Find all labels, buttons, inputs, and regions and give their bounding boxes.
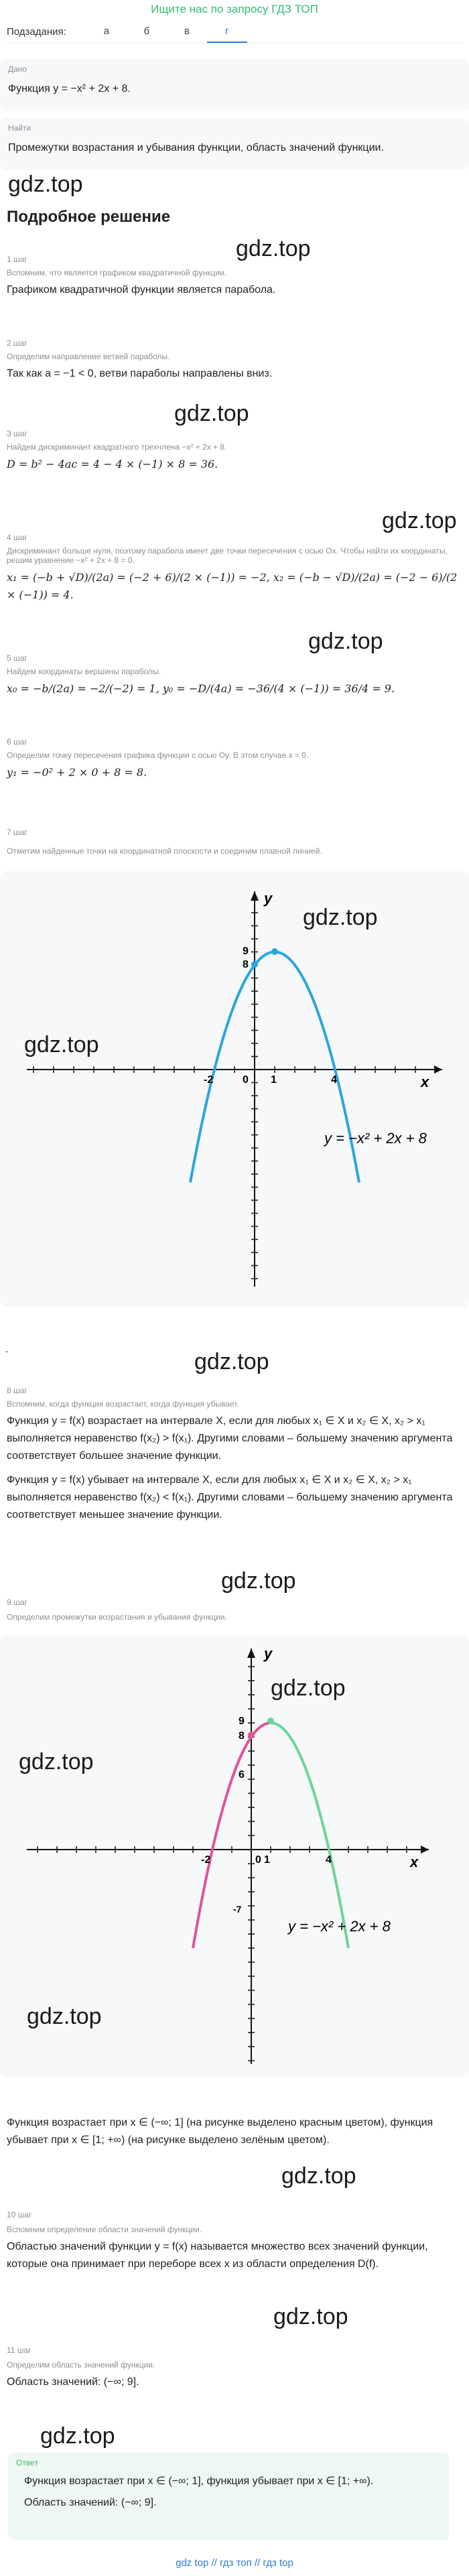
answer-label: Ответ [16,2458,38,2467]
step-note: Определим точку пересечения графика функции с осью Oy. В этом случае x = 0. [7,751,309,760]
y-intercept-point [248,1732,255,1738]
step-text: Область значений: (−∞; 9]. [7,2376,139,2388]
step-note: Определим область значений функции. [7,2360,155,2370]
step-8 [7,1386,462,1524]
step-label: 10 шаг [7,2210,32,2219]
watermark: gdz.top [194,1349,269,1374]
step-note: Определим промежутки возрастания и убывания функции. [7,1612,227,1622]
graph-2 [0,1635,469,2077]
step-5 [7,653,462,698]
find-label: Найти [8,123,31,133]
stray-dot: . [5,1344,9,1355]
watermark: gdz.top [303,905,378,930]
step-1 [7,255,462,299]
step-6 [7,737,462,781]
step-note: Вспомним определение области значений функции. [7,2225,202,2234]
formula-label: y = −x² + 2x + 8 [324,1130,427,1147]
subtask-tabs [7,20,462,44]
step-2 [7,338,462,383]
tab-a[interactable]: а [103,25,109,37]
given-text: Функция y = −x² + 2x + 8. [8,83,131,94]
step-label: 8 шаг [7,1386,27,1395]
step-label: 5 шаг [7,653,27,663]
step-label: 3 шаг [7,429,27,438]
tick-label-8: 8 [239,1730,245,1742]
y-arrow [251,891,259,901]
vertex-point [267,1718,274,1724]
find-block [0,118,469,170]
step-text: D = b² − 4ac = 4 − 4 × (−1) × 8 = 36. [7,458,218,470]
answer-text: Функция возрастает при x ∈ (−∞; 1], функция убывает при x ∈ [1; +∞). [24,2475,374,2487]
answer-text-2: Область значений: (−∞; 9]. [24,2497,157,2508]
tick-marks [34,913,436,1279]
given-block [0,59,469,111]
tick-label-4: 4 [326,1854,332,1866]
watermark: gdz.top [236,236,311,261]
step-note: Вспомним, что является графиком квадратичной функции. [7,268,227,277]
tick-label-1: 1 [264,1854,270,1866]
step-text: x₀ = −b/(2a) = −2/(−2) = 1, y₀ = −D/(4a) = −36/(4 × (−1)) = 36/4 = 9. [7,682,395,695]
tick-label-0: 0 [243,1074,249,1086]
watermark: gdz.top [271,1675,346,1701]
watermark: gdz.top [273,2304,348,2329]
watermark: gdz.top [174,401,249,426]
step-text: Областью значений функции y = f(x) называется множество всех значений функции, которые она принимает при переборе всех x из области определения D(f). [7,2241,428,2270]
watermark: gdz.top [19,1749,94,1775]
y-axis-label: y [264,890,273,907]
watermark: gdz.top [24,1032,99,1057]
subtask-label: Подзадания: [7,25,66,38]
top-search-hint[interactable]: Ищите нас по запросу ГДЗ ТОП [151,3,318,15]
watermark: gdz.top [308,629,383,654]
watermark: gdz.top [221,1568,296,1594]
tab-g[interactable]: г [207,20,247,43]
watermark: gdz.top [27,2004,102,2029]
formula-label: y = −x² + 2x + 8 [288,1918,391,1935]
tick-label-9: 9 [243,946,249,957]
tick-label-neg7: -7 [233,1904,242,1915]
graph-1 [0,871,469,1307]
tick-label-4: 4 [331,1074,337,1086]
step-4 [7,533,462,604]
watermark: gdz.top [382,508,457,533]
step-3 [7,429,462,473]
tab-b[interactable]: б [143,25,150,37]
step-text: y₁ = −0² + 2 × 0 + 8 = 8. [7,766,147,779]
y-axis-label: y [264,1645,273,1662]
solution-title: Подробное решение [7,208,171,226]
step-text: x₁ = (−b + √D)/(2a) = (−2 + 6)/(2 × (−1)) = −2, x₂ = (−b − √D)/(2a) = (−2 − 6)/(2 × (−1)) = 4. [7,571,458,601]
step-note: Найдем дискриминант квадратного трехчлена −x² + 2x + 8. [7,442,227,452]
tick-label-9: 9 [239,1716,245,1727]
x-axis-label: x [421,1074,429,1090]
step-text: Так как a = −1 < 0, ветви параболы направлены вниз. [7,368,273,379]
step-text: Функция y = f(x) возрастает на интервале X, если для любых x₁ ∈ X и x₂ ∈ X, x₂ > x₁ выполняется неравенство f(x₂) > f(x₁). Другими словами – большему значению аргумента соответствует большее значение функции. [7,1415,453,1462]
tick-marks [38,1667,407,2061]
step-note: Отметим найденные точки на координатной плоскости и соединим плавной линией. [7,846,322,856]
step-label: 4 шаг [7,533,27,542]
step-note: Дискриминант больше нуля, поэтому парабола имеет две точки пересечения с осью Ox. Чтобы найти их координаты, решим уравнение −x² + 2x + 8 = 0. [7,546,448,565]
step-label: 2 шаг [7,338,27,348]
step-9 [7,1598,462,1626]
increasing-branch [193,1723,271,1948]
tick-label-neg2: -2 [201,1854,211,1866]
step-note: Определим направление ветвей параболы. [7,352,170,361]
given-label: Дано [8,64,27,74]
y-intercept-point [251,961,258,968]
y-arrow [247,1649,255,1658]
tick-label-1: 1 [271,1074,277,1086]
tick-label-neg2: -2 [204,1074,214,1086]
tick-label-8: 8 [243,959,249,970]
step-note: Найдем координаты вершины параболы. [7,667,161,676]
tab-v[interactable]: в [184,25,190,37]
decreasing-branch [271,1723,348,1948]
tick-label-0: 0 [255,1854,261,1866]
footer-links[interactable]: gdz top // гдз топ // гдз top [176,2557,293,2569]
step-10 [7,2210,462,2273]
find-text: Промежутки возрастания и убывания функции, область значений функции. [8,142,384,153]
vertex-point [271,948,278,955]
watermark: gdz.top [281,2163,356,2189]
x-arrow [421,1846,429,1854]
step-note: Вспомним, когда функция возрастает, когда функция убывает. [7,1399,239,1409]
step-label: 6 шаг [7,737,27,747]
graph-1-panel [0,871,469,1307]
step-9-result [7,2114,462,2149]
graph-2-panel [0,1635,469,2077]
step-label: 7 шаг [7,828,27,837]
watermark: gdz.top [8,172,83,197]
watermark: gdz.top [40,2423,115,2449]
step-label: 1 шаг [7,255,27,264]
step-label: 11 шаг [7,2345,31,2355]
step-text: Функция возрастает при x ∈ (−∞; 1] (на рисунке выделено красным цветом), функция убывает при x ∈ [1; +∞) (на рисунке выделено зелёным цветом). [7,2117,433,2146]
step-text: Графиком квадратичной функции является парабола. [7,284,276,296]
answer-block [8,2453,449,2540]
step-label: 9 шаг [7,1598,27,1607]
step-11 [7,2345,462,2391]
tick-label-6: 6 [239,1769,245,1781]
step-text-2: Функция y = f(x) убывает на интервале X, если для любых x₁ ∈ X и x₂ ∈ X, x₂ > x₁ выполняется неравенство f(x₂) < f(x₁). Другими словами – большему значению аргумента соответствует меньшее значение функции. [7,1474,453,1521]
step-7 [7,828,462,860]
x-axis-label: x [410,1854,419,1870]
